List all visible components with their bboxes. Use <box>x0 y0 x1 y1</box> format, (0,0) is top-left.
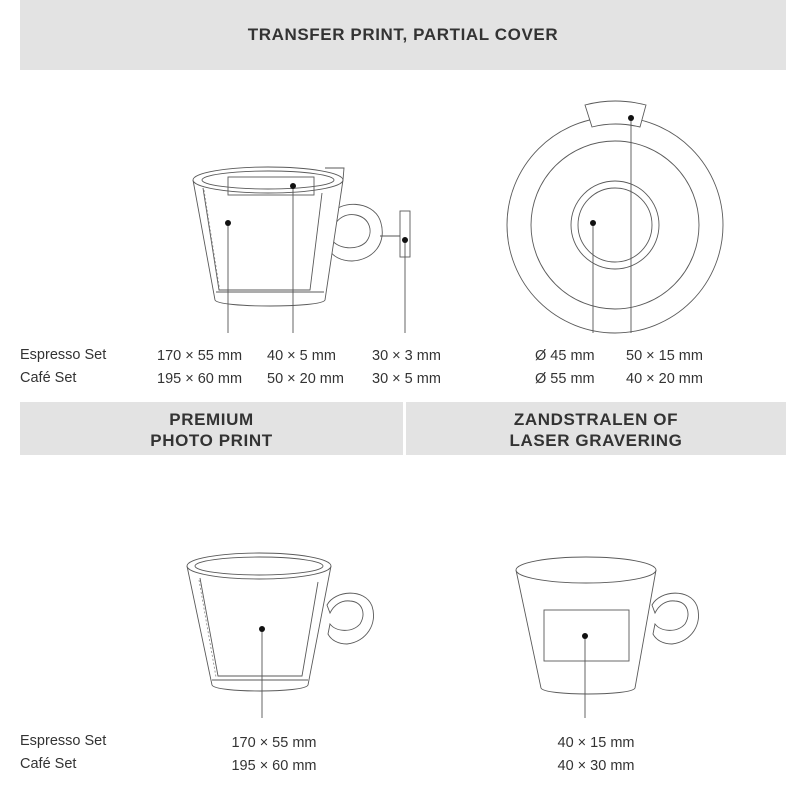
transfer-cafe-side-size: 195 × 60 mm <box>157 371 243 387</box>
premium-mug-illustration <box>187 553 374 718</box>
transfer-mug-illustration <box>193 167 410 333</box>
transfer-rim-dot <box>290 183 296 189</box>
premium-espresso-size: 170 × 55 mm <box>231 735 317 751</box>
transfer-title: TRANSFER PRINT, PARTIAL COVER <box>247 25 559 44</box>
engrave-mug-handle <box>652 593 699 644</box>
transfer-cafe-saucer-rim: 40 × 20 mm <box>626 371 703 387</box>
engrave-cafe-size: 40 × 30 mm <box>557 758 635 774</box>
premium-dot <box>259 626 265 632</box>
premium-title-line1: PREMIUM <box>169 410 254 429</box>
saucer-well <box>571 181 659 269</box>
transfer-espresso-saucer-well: Ø 45 mm <box>535 348 595 364</box>
engrave-mug-rim <box>516 557 656 583</box>
transfer-espresso-handle-size: 30 × 3 mm <box>372 348 441 364</box>
engrave-title-line2: LASER GRAVERING <box>509 431 683 450</box>
transfer-espresso-saucer-rim: 50 × 15 mm <box>626 348 703 364</box>
premium-title-line2: PHOTO PRINT <box>150 431 273 450</box>
transfer-espresso-label: Espresso Set <box>20 347 107 363</box>
engrave-espresso-size: 40 × 15 mm <box>557 735 635 751</box>
transfer-cafe-label: Café Set <box>20 370 77 386</box>
engrave-title-line1: ZANDSTRALEN OF <box>513 410 679 429</box>
transfer-espresso-rim-size: 40 × 5 mm <box>267 348 336 364</box>
saucer-outer-rim <box>507 117 723 333</box>
engrave-mug-body <box>516 570 656 694</box>
transfer-espresso-side-size: 170 × 55 mm <box>157 348 243 364</box>
transfer-side-dot <box>225 220 231 226</box>
transfer-mug-body <box>193 180 343 306</box>
transfer-cafe-saucer-well: Ø 55 mm <box>535 371 595 387</box>
transfer-handle-dot <box>402 237 408 243</box>
saucer-rim-dot <box>628 115 634 121</box>
engrave-dot <box>582 633 588 639</box>
engrave-mug-illustration <box>516 557 699 718</box>
premium-mug-body <box>187 566 331 691</box>
saucer-well-dot <box>590 220 596 226</box>
transfer-cafe-rim-size: 50 × 20 mm <box>267 371 344 387</box>
premium-cafe-size: 195 × 60 mm <box>231 758 317 774</box>
saucer-illustration <box>507 101 723 333</box>
saucer-ring <box>531 141 699 309</box>
saucer-rim-print-area <box>585 101 646 127</box>
premium-espresso-label: Espresso Set <box>20 733 107 749</box>
premium-cafe-label: Café Set <box>20 756 77 772</box>
transfer-cafe-handle-size: 30 × 5 mm <box>372 371 441 387</box>
saucer-well-inner <box>578 188 652 262</box>
premium-mug-handle <box>327 593 374 644</box>
